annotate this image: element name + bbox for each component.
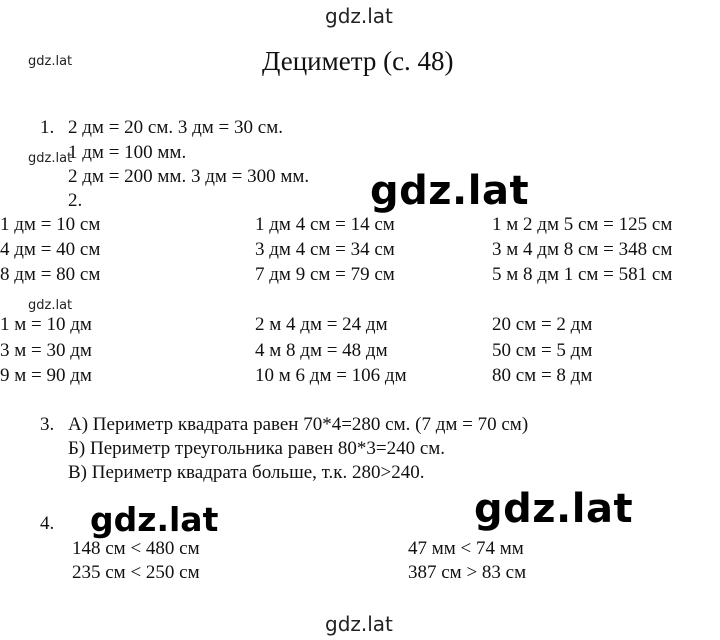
- task2-cell: 50 см = 5 дм: [492, 340, 593, 361]
- task4-cell: 387 см > 83 см: [408, 562, 527, 583]
- task1-number: 1.: [40, 117, 55, 138]
- task3-line: В) Периметр квадрата больше, т.к. 280>240.: [68, 462, 425, 483]
- task2-cell: 1 м 2 дм 5 см = 125 см: [492, 214, 673, 235]
- watermark-big: gdz.lat: [90, 500, 219, 539]
- task1-line: 2 дм = 20 см. 3 дм = 30 см.: [68, 117, 283, 138]
- task4-number: 4.: [40, 513, 55, 534]
- watermark-top: gdz.lat: [325, 4, 393, 28]
- task2-cell: 3 дм 4 см = 34 см: [255, 239, 395, 260]
- task2-cell: 9 м = 90 дм: [0, 365, 92, 386]
- task4-cell: 148 см < 480 см: [72, 538, 200, 559]
- task2-cell: 4 м 8 дм = 48 дм: [255, 340, 388, 361]
- task3-line: Б) Периметр треугольника равен 80*3=240 см.: [68, 438, 446, 459]
- watermark-small: gdz.lat: [28, 151, 73, 166]
- watermark-small: gdz.lat: [28, 298, 73, 313]
- task2-cell: 5 м 8 дм 1 см = 581 см: [492, 264, 673, 285]
- watermark-big: gdz.lat: [474, 486, 634, 532]
- task2-cell: 3 м = 30 дм: [0, 340, 92, 361]
- task4-cell: 235 см < 250 см: [72, 562, 200, 583]
- task2-cell: 80 см = 8 дм: [492, 365, 593, 386]
- task2-cell: 20 см = 2 дм: [492, 314, 593, 335]
- task2-number: 2.: [68, 190, 83, 211]
- task1-line: 2 дм = 200 мм. 3 дм = 300 мм.: [68, 166, 310, 187]
- task2-cell: 7 дм 9 см = 79 см: [255, 264, 395, 285]
- task3-number: 3.: [40, 414, 55, 435]
- task1-line: 1 дм = 100 мм.: [68, 142, 187, 163]
- task2-cell: 10 м 6 дм = 106 дм: [255, 365, 407, 386]
- task2-cell: 2 м 4 дм = 24 дм: [255, 314, 388, 335]
- task2-cell: 1 м = 10 дм: [0, 314, 92, 335]
- task2-cell: 8 дм = 80 см: [0, 264, 101, 285]
- task2-cell: 1 дм 4 см = 14 см: [255, 214, 395, 235]
- task3-line: А) Периметр квадрата равен 70*4=280 см. (7 дм = 70 см): [68, 414, 529, 435]
- watermark-bottom: gdz.lat: [325, 612, 393, 636]
- task2-cell: 3 м 4 дм 8 см = 348 см: [492, 239, 673, 260]
- watermark-big: gdz.lat: [370, 168, 530, 214]
- task4-cell: 47 мм < 74 мм: [408, 538, 524, 559]
- task2-cell: 1 дм = 10 см: [0, 214, 101, 235]
- task2-cell: 4 дм = 40 см: [0, 239, 101, 260]
- watermark-small: gdz.lat: [28, 54, 73, 69]
- page-title: Дециметр (с. 48): [262, 46, 454, 76]
